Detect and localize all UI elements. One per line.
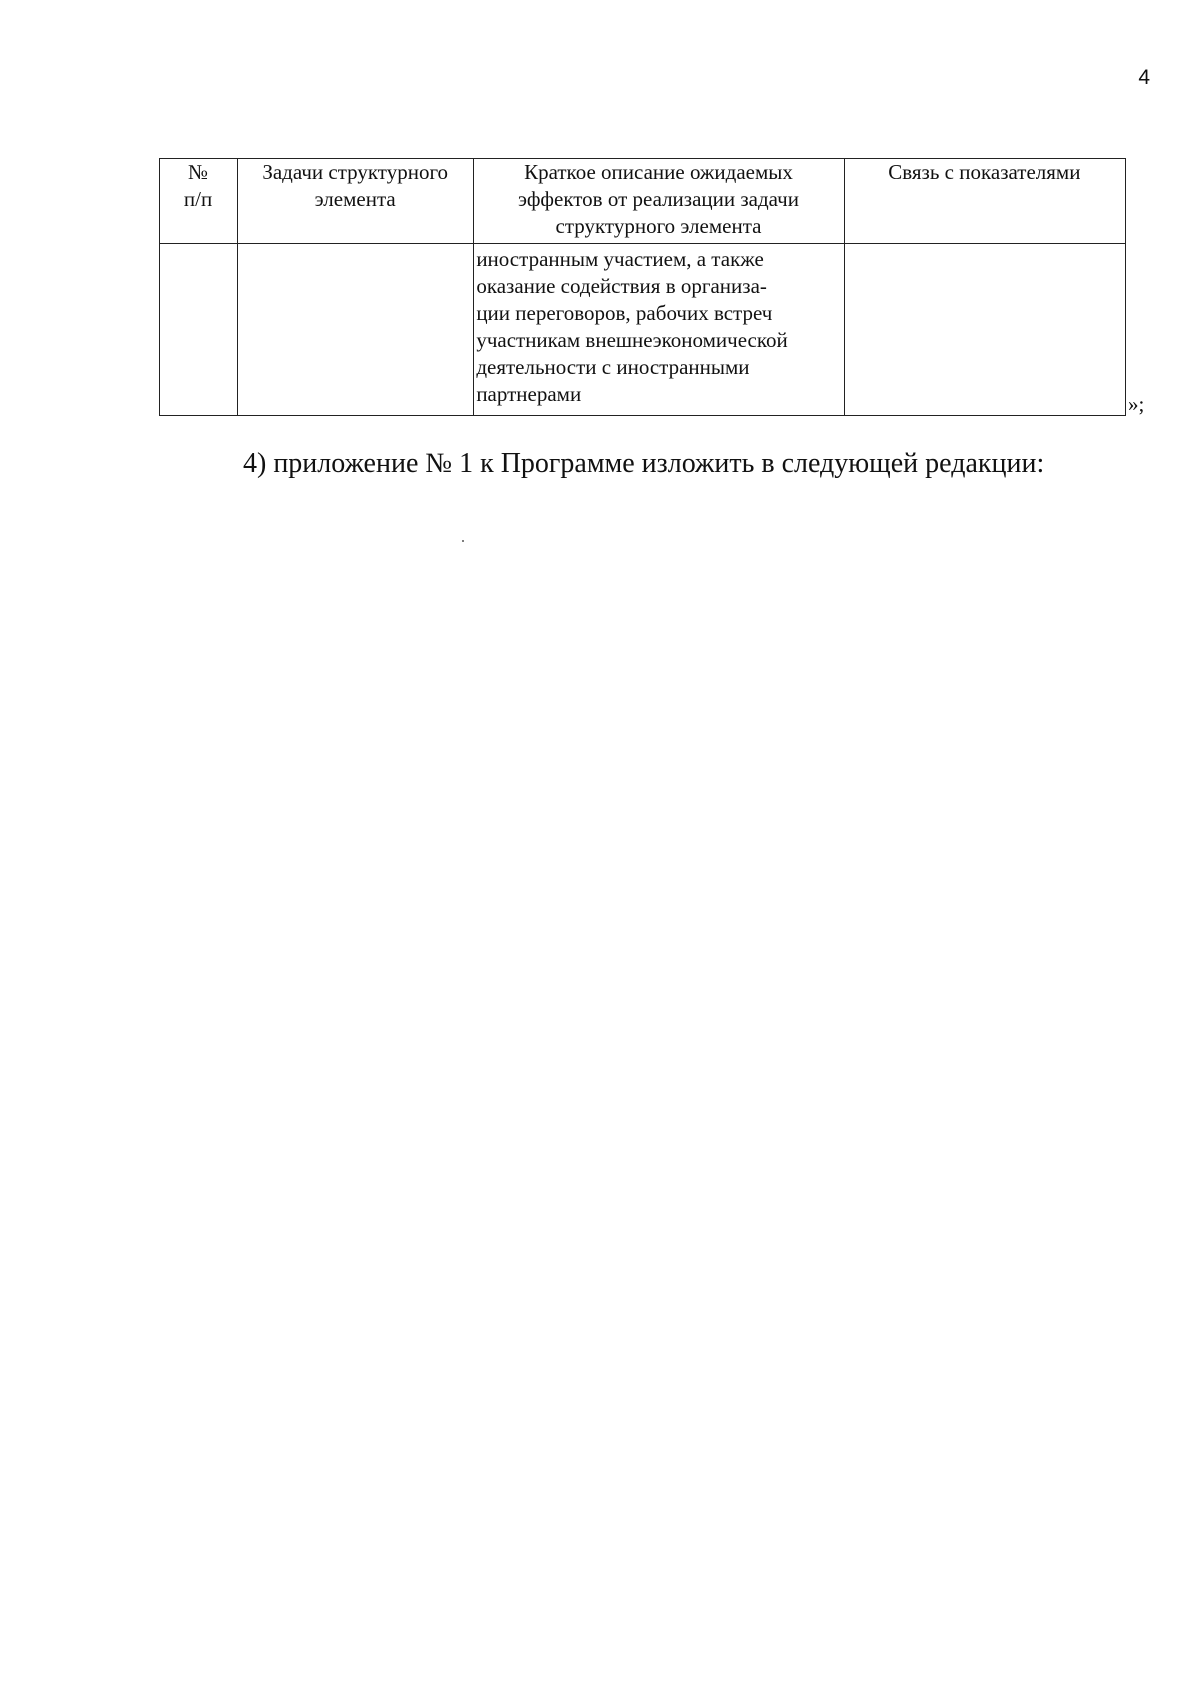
scan-speck	[462, 540, 464, 542]
header-tasks-text: Задачи структурного элемента	[262, 160, 449, 211]
cell-description	[474, 244, 844, 416]
page-number: 4	[1138, 66, 1150, 89]
instruction-paragraph: 4) приложение № 1 к Программе изложить в следующей редакции:	[243, 448, 1045, 479]
cell-indicators	[844, 244, 1125, 416]
header-tasks	[238, 159, 474, 244]
structural-element-table	[159, 158, 1126, 416]
header-indicators	[844, 159, 1125, 244]
cell-description-text: иностранным участием, а также оказание содействия в организа- ции переговоров, рабочих встреч участникам внешнеэкономической деятельности с иностранными партнерами	[476, 247, 788, 406]
table-row	[160, 244, 1126, 416]
header-description	[474, 159, 844, 244]
header-description-text: Краткое описание ожидаемых эффектов от реализации задачи структурного элемента	[518, 160, 799, 238]
closing-quote: »;	[1128, 392, 1145, 416]
header-number-text: № п/п	[183, 160, 213, 211]
header-indicators-text: Связь с показателями	[888, 160, 1081, 184]
cell-number	[160, 244, 238, 416]
cell-task	[238, 244, 474, 416]
table-header-row	[160, 159, 1126, 244]
header-number	[160, 159, 238, 244]
